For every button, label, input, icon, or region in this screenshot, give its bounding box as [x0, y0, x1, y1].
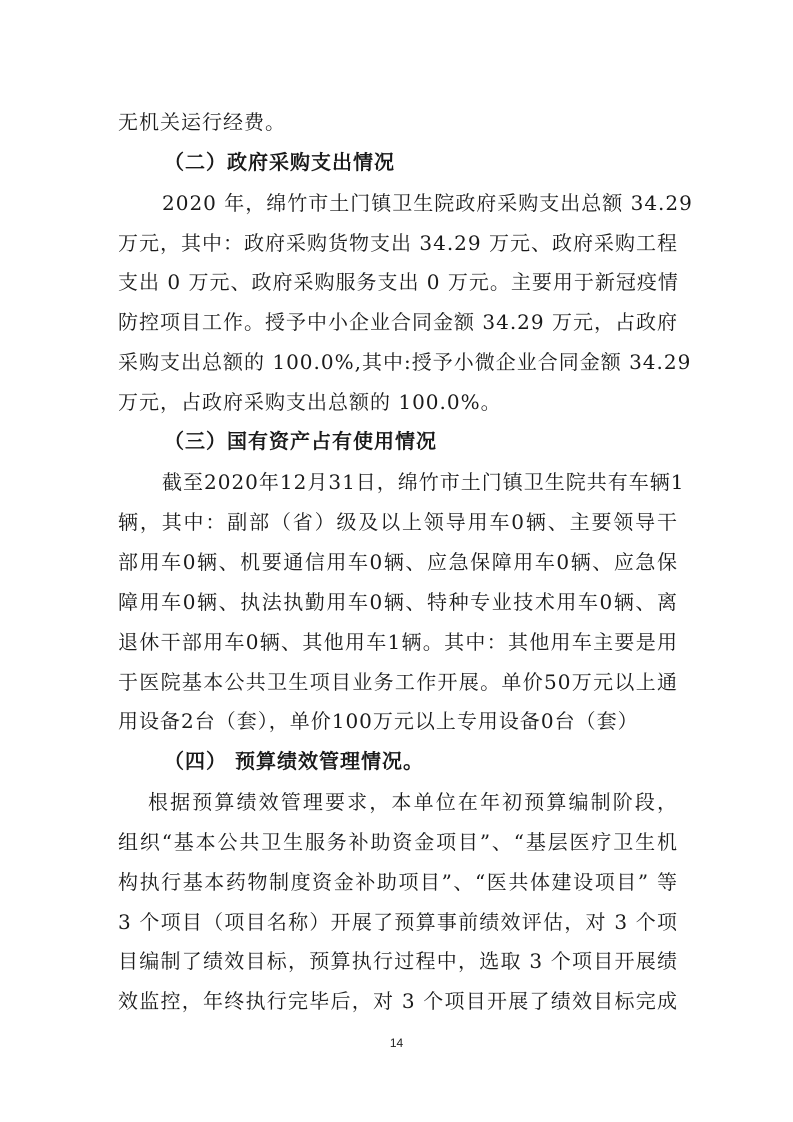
paragraph-line: 退休干部用车0辆、其他用车1辆。其中：其他用车主要是用	[118, 630, 678, 654]
paragraph-line: 根据预算绩效管理要求，本单位在年初预算编制阶段，	[148, 790, 678, 814]
paragraph-line: 万元，占政府采购支出总额的 100.0%。	[118, 390, 502, 414]
paragraph-line: 支出 0 万元、政府采购服务支出 0 万元。主要用于新冠疫情	[118, 270, 679, 294]
section-heading-performance-management: （四） 预算绩效管理情况。	[164, 749, 424, 773]
paragraph-line: 2020 年，绵竹市土门镇卫生院政府采购支出总额 34.29	[162, 191, 693, 215]
paragraph-line: 截至2020年12月31日，绵竹市土门镇卫生院共有车辆1	[162, 470, 685, 494]
paragraph-line: 辆，其中：副部（省）级及以上领导用车0辆、主要领导干	[118, 510, 678, 534]
paragraph-line: 部用车0辆、机要通信用车0辆、应急保障用车0辆、应急保	[118, 550, 678, 574]
paragraph-line: 防控项目工作。授予中小企业合同金额 34.29 万元，占政府	[118, 310, 678, 334]
paragraph-line: 无机关运行经费。	[118, 110, 286, 134]
paragraph-line: 用设备2台（套），单价100万元以上专用设备0台（套）	[118, 709, 639, 733]
paragraph-line: 构执行基本药物制度资金补助项目”、“医共体建设项目” 等	[118, 870, 678, 894]
paragraph-line: 万元，其中：政府采购货物支出 34.29 万元、政府采购工程	[118, 231, 678, 255]
paragraph-line: 3 个项目（项目名称）开展了预算事前绩效评估，对 3 个项	[118, 910, 678, 934]
paragraph-line: 障用车0辆、执法执勤用车0辆、特种专业技术用车0辆、离	[118, 590, 678, 614]
page-number: 14	[389, 1036, 404, 1050]
paragraph-line: 目编制了绩效目标，预算执行过程中，选取 3 个项目开展绩	[118, 949, 678, 973]
section-heading-state-assets: （三）国有资产占有使用情况	[164, 429, 437, 453]
paragraph-line: 于医院基本公共卫生项目业务工作开展。单价50万元以上通	[118, 670, 678, 694]
section-heading-government-procurement: （二）政府采购支出情况	[164, 150, 395, 174]
paragraph-line: 组织“基本公共卫生服务补助资金项目”、“基层医疗卫生机	[118, 830, 678, 854]
paragraph-line: 效监控，年终执行完毕后，对 3 个项目开展了绩效目标完成	[118, 989, 678, 1013]
paragraph-line: 采购支出总额的 100.0%,其中:授予小微企业合同金额 34.29	[118, 350, 692, 374]
